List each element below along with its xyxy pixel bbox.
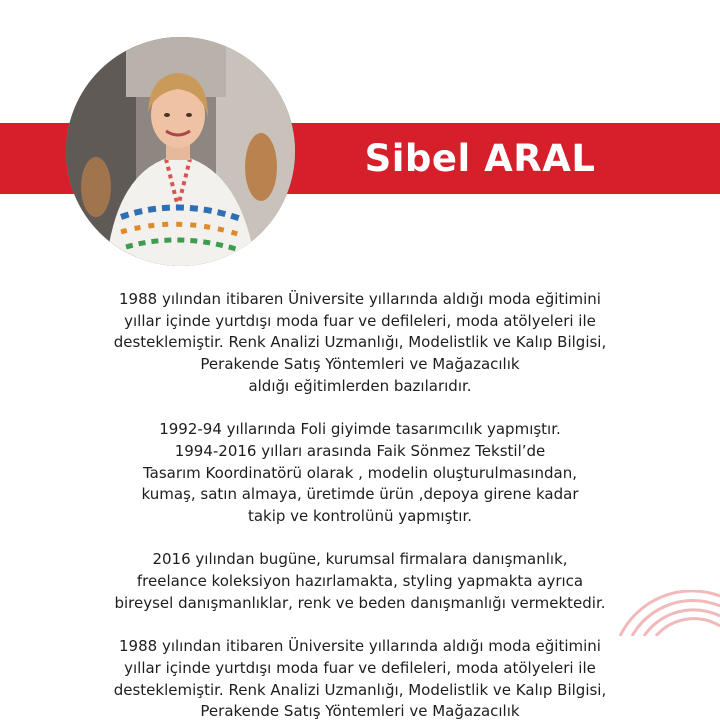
bio-line: freelance koleksiyon hazırlamakta, styling yapmakta ayrıca: [136, 572, 584, 591]
profile-photo: [66, 37, 295, 266]
bio-line: yıllar içinde yurtdışı moda fuar ve defileleri, moda atölyeleri ile: [124, 311, 596, 330]
bio-line: 1994-2016 yılları arasında Faik Sönmez Tekstil’de: [174, 441, 546, 460]
bio-line: Perakende Satış Yöntemleri ve Mağazacılık: [200, 355, 520, 374]
bio-line: 1992-94 yıllarında Foli giyimde tasarımcılık yapmıştır.: [159, 420, 561, 439]
bio-line: Perakende Satış Yöntemleri ve Mağazacılık: [200, 702, 520, 721]
person-name: Sibel ARAL: [364, 137, 596, 180]
bio-text: [80, 289, 640, 723]
decorative-arcs-icon: [618, 590, 720, 636]
bio-paragraph-education-repeat: [80, 636, 640, 723]
bio-line: takip ve kontrolünü yapmıştır.: [247, 507, 473, 526]
bio-line: 1988 yılından itibaren Üniversite yıllarında aldığı moda eğitimini: [119, 637, 601, 656]
bio-line: bireysel danışmanlıklar, renk ve beden danışmanlığı vermektedir.: [114, 593, 606, 612]
bio-paragraph-consulting: [80, 549, 640, 614]
bio-line: yıllar içinde yurtdışı moda fuar ve defileleri, moda atölyeleri ile: [124, 658, 596, 677]
portrait-photo: [66, 37, 295, 266]
bio-paragraph-career: [80, 419, 640, 528]
bio-line: aldığı eğitimlerden bazılarıdır.: [248, 376, 472, 395]
bio-line: desteklemiştir. Renk Analizi Uzmanlığı, Modelistlik ve Kalıp Bilgisi,: [113, 333, 607, 352]
bio-line: 2016 yılından bugüne, kurumsal firmalara danışmanlık,: [152, 550, 568, 569]
bio-line: Tasarım Koordinatörü olarak , modelin oluşturulmasından,: [142, 463, 578, 482]
bio-line: desteklemiştir. Renk Analizi Uzmanlığı, Modelistlik ve Kalıp Bilgisi,: [113, 680, 607, 699]
bio-line: 1988 yılından itibaren Üniversite yıllarında aldığı moda eğitimini: [119, 290, 601, 308]
bio-line: kumaş, satın almaya, üretimde ürün ,depoya girene kadar: [141, 485, 579, 504]
bio-paragraph-education: [80, 289, 640, 398]
